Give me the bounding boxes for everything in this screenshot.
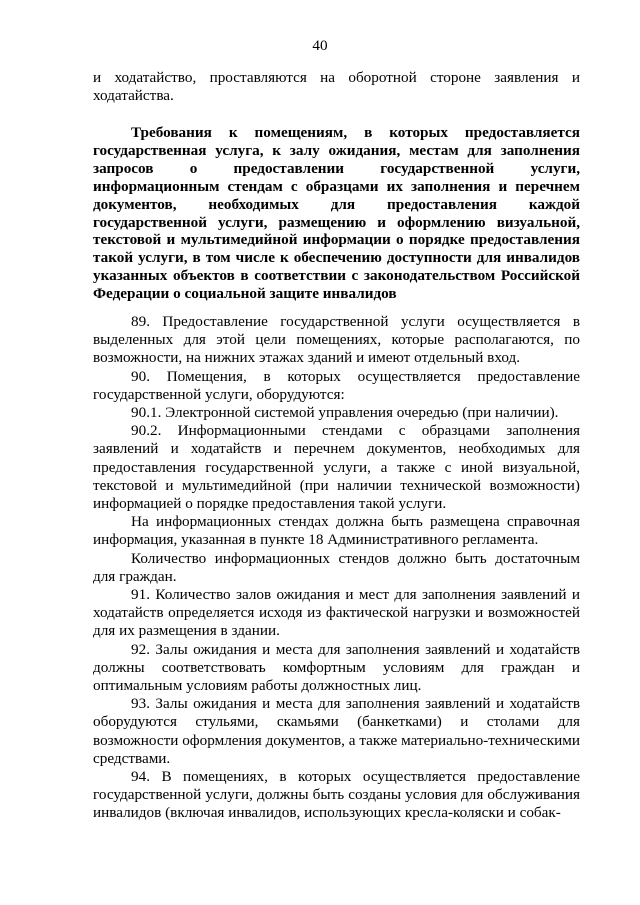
paragraph-90-1: 90.1. Электронной системой управления очередью (при наличии). [131, 404, 559, 422]
intro-paragraph: и ходатайство, проставляются на оборотной стороне заявления и ходатайства. [93, 69, 580, 105]
page-number: 40 [312, 37, 328, 54]
paragraph-94: 94. В помещениях, в которых осуществляется предоставление государственной услуги, должны быть созданы условия для обслуживания инвалидов (включая инвалидов, использующих кресла-коляски и собак- [93, 768, 580, 822]
section-heading: Требования к помещениям, в которых предоставляется государственная услуга, к залу ожидания, местам для заполнения запросов о предоставлении государственной услуги, информационным стендам с образцами их заполнения и перечнем документов, необходимых для предоставления каждой государственной услуги, размещению и оформлению визуальной, текстовой и мультимедийной информации о порядке предоставления такой услуги, в том числе к обеспечению доступности для инвалидов указанных объектов в соответствии с законодательством Российской Федерации о социальной защите инвалидов [93, 124, 580, 303]
paragraph-92: 92. Залы ожидания и места для заполнения заявлений и ходатайств должны соответствовать комфортным условиям для граждан и оптимальным условиям работы должностных лиц. [93, 640, 580, 695]
main-text-block [93, 313, 580, 823]
paragraph-info-stands: На информационных стендах должна быть размещена справочная информация, указанная в пункте 18 Административного регламента. [93, 513, 580, 549]
paragraph-stands-count: Количество информационных стендов должно быть достаточным для граждан. [93, 549, 580, 585]
paragraph-93: 93. Залы ожидания и места для заполнения заявлений и ходатайств оборудуются стульями, скамьями (банкетками) и столами для возможности оформления документов, а также материально-техническими средствами. [93, 695, 580, 767]
paragraph-89: 89. Предоставление государственной услуги осуществляется в выделенных для этой цели помещениях, которые располагаются, по возможности, на нижних этажах зданий и имеют отдельный вход. [93, 313, 580, 367]
paragraph-90-2: 90.2. Информационными стендами с образцами заполнения заявлений и ходатайств и перечнем документов, необходимых для предоставления государственной услуги, а также с иной визуальной, текстовой и мультимедийной (при наличии технической возможности) информацией о порядке предоставления такой услуги. [93, 422, 580, 513]
intro-text-block [93, 69, 580, 105]
paragraph-90: 90. Помещения, в которых осуществляется предоставление государственной услуги, оборудуются: [93, 367, 580, 403]
paragraph-91: 91. Количество залов ожидания и мест для заполнения заявлений и ходатайств определяется исходя из фактической нагрузки и возможностей для их размещения в здании. [93, 586, 580, 640]
